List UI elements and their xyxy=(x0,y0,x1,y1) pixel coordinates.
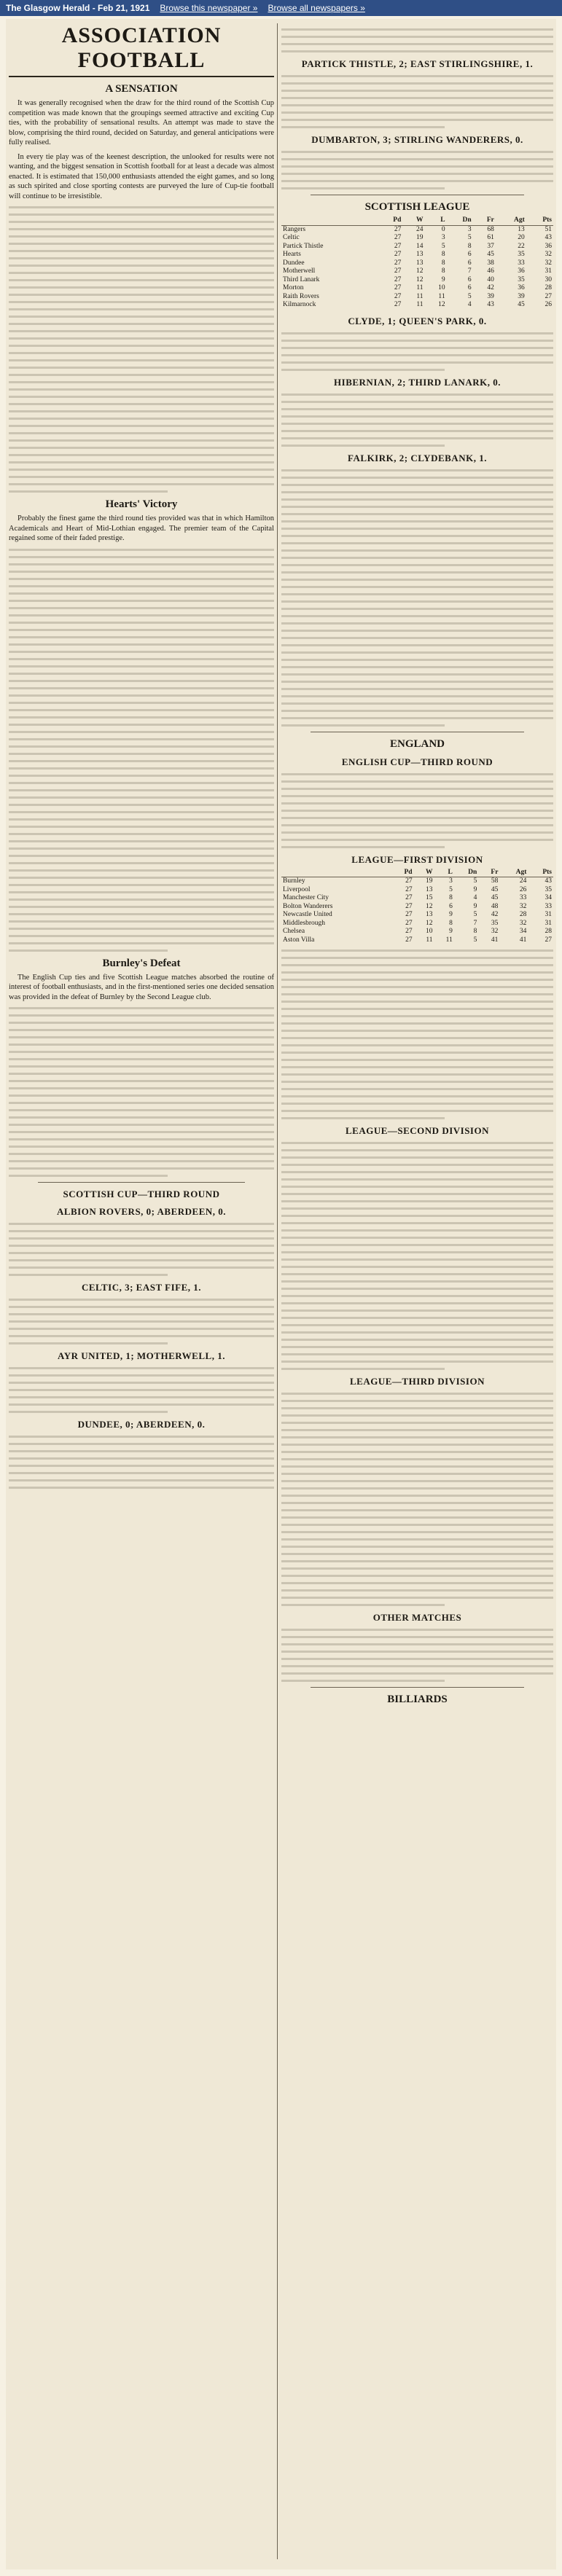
headline-england: ENGLAND xyxy=(389,737,445,750)
table-cell: 14 xyxy=(415,242,424,250)
team-name: Motherwell xyxy=(283,267,316,275)
table-cell: 8 xyxy=(449,919,453,927)
table-cell: 27 xyxy=(394,242,402,250)
headline-burnley-defeat: Burnley's Defeat xyxy=(102,957,181,969)
table-header-row xyxy=(281,216,553,225)
table-cell: 3 xyxy=(467,225,472,233)
table-cell: 26 xyxy=(545,301,552,308)
table-cell: 42 xyxy=(491,911,499,918)
table-cell: 28 xyxy=(545,928,552,935)
headline-scottish-cup: SCOTTISH CUP—THIRD ROUND xyxy=(63,1189,220,1199)
table-cell: 27 xyxy=(405,919,413,927)
table-cell: 0 xyxy=(441,225,445,233)
article-paragraph: The English Cup ties and five Scottish League matches absorbed the routine of interest of football enthusiasts, and in the first-mentioned series one decided sensation was provided in the defeat of Burnley by the Second League club. xyxy=(9,973,274,1001)
table-cell: 46 xyxy=(487,267,494,275)
column-header: Dn xyxy=(447,216,473,225)
newspaper-page xyxy=(6,19,556,2569)
table-cell: 32 xyxy=(519,919,527,927)
match-report xyxy=(281,332,553,371)
table-cell: 7 xyxy=(467,267,472,275)
table-cell: 36 xyxy=(518,284,525,291)
column-header: Pd xyxy=(378,216,403,225)
match-report xyxy=(281,394,553,447)
right-column xyxy=(281,23,553,2567)
team-name: Manchester City xyxy=(283,894,329,901)
table-cell: 13 xyxy=(426,885,433,893)
table-cell: 58 xyxy=(491,877,499,885)
table-cell: 35 xyxy=(545,885,552,893)
section-divider xyxy=(38,1182,245,1183)
table-cell: 12 xyxy=(438,301,445,308)
match-report xyxy=(281,151,553,189)
results-list xyxy=(281,1142,553,1370)
table-cell: 12 xyxy=(415,275,424,283)
table-cell: 24 xyxy=(415,225,424,233)
column-header: Pts xyxy=(528,869,553,877)
table-cell: 27 xyxy=(405,877,413,885)
table-cell: 9 xyxy=(441,275,445,283)
table-cell: 11 xyxy=(438,292,445,300)
team-name: Kilmarnock xyxy=(283,301,316,308)
team-name: Liverpool xyxy=(283,885,311,893)
table-cell: 8 xyxy=(467,242,472,250)
headline-first-division: LEAGUE—FIRST DIVISION xyxy=(351,853,483,865)
table-cell: 5 xyxy=(473,877,477,885)
column-header: Agt xyxy=(496,216,526,225)
team-name: Chelsea xyxy=(283,928,305,935)
table-cell: 27 xyxy=(394,275,402,283)
page-title: The Glasgow Herald - Feb 21, 1921 xyxy=(6,3,150,13)
team-name: Burnley xyxy=(283,877,305,885)
table-row xyxy=(281,259,553,268)
table-cell: 28 xyxy=(545,284,552,291)
table-row xyxy=(281,293,553,302)
headline-other-matches: OTHER MATCHES xyxy=(372,1612,462,1623)
table-cell: 7 xyxy=(473,919,477,927)
table-cell: 20 xyxy=(518,234,525,241)
table-cell: 32 xyxy=(545,251,552,258)
article-paragraph: In every tie play was of the keenest description, the unlooked for results were not wanting, and the biggest sensation in Scottish football for at least a decade was almost enacted. It is estimated that 150,000 enthusiasts attended the eight games, and so long as such spirited and close sporting contests are purveyed the lure of Cup-tie football will continue to be irresistible. xyxy=(9,152,274,200)
match-result: PARTICK THISTLE, 2; EAST STIRLINGSHIRE, 1. xyxy=(301,58,534,69)
headline-scottish-league: SCOTTISH LEAGUE xyxy=(364,201,470,213)
table-cell: 8 xyxy=(441,251,445,258)
table-cell: 30 xyxy=(545,275,552,283)
match-report xyxy=(9,1436,274,1489)
table-cell: 19 xyxy=(426,877,433,885)
table-cell: 27 xyxy=(405,885,413,893)
table-cell: 13 xyxy=(518,225,525,233)
table-cell: 48 xyxy=(491,902,499,910)
section-divider xyxy=(311,1687,524,1688)
table-cell: 27 xyxy=(405,894,413,901)
column-header: L xyxy=(424,216,446,225)
table-cell: 34 xyxy=(519,928,527,935)
team-name: Morton xyxy=(283,284,304,291)
results-list xyxy=(281,773,553,848)
match-result: ALBION ROVERS, 0; ABERDEEN, 0. xyxy=(56,1206,227,1217)
table-cell: 45 xyxy=(491,885,499,893)
match-report xyxy=(9,1367,274,1413)
table-cell: 6 xyxy=(467,284,472,291)
table-cell: 42 xyxy=(487,284,494,291)
table-cell: 41 xyxy=(519,936,527,944)
table-cell: 5 xyxy=(473,911,477,918)
team-name: Aston Villa xyxy=(283,936,315,944)
column-header: Dn xyxy=(454,869,479,877)
table-cell: 5 xyxy=(467,292,472,300)
table-cell: 31 xyxy=(545,919,552,927)
table-row xyxy=(281,936,553,945)
team-name: Newcastle United xyxy=(283,911,332,918)
team-name: Bolton Wanderers xyxy=(283,902,333,910)
table-cell: 31 xyxy=(545,911,552,918)
match-result: DUMBARTON, 3; STIRLING WANDERERS, 0. xyxy=(311,134,523,145)
column-header: Pts xyxy=(526,216,553,225)
table-cell: 13 xyxy=(426,911,433,918)
table-row xyxy=(281,267,553,276)
table-cell: 27 xyxy=(405,936,413,944)
table-cell: 27 xyxy=(394,301,402,308)
table-cell: 35 xyxy=(518,275,525,283)
table-cell: 11 xyxy=(416,301,424,308)
table-cell: 45 xyxy=(487,251,494,258)
table-cell: 27 xyxy=(394,292,402,300)
table-cell: 10 xyxy=(426,928,433,935)
table-row xyxy=(281,894,553,903)
team-name: Dundee xyxy=(283,259,305,267)
browse-this-newspaper-link[interactable]: Browse this newspaper » xyxy=(160,3,258,13)
column-header: Fr xyxy=(478,869,499,877)
table-cell: 12 xyxy=(426,919,433,927)
table-cell: 32 xyxy=(491,928,499,935)
table-cell: 15 xyxy=(426,894,433,901)
left-column xyxy=(9,23,274,2567)
table-cell: 27 xyxy=(545,292,552,300)
table-cell: 31 xyxy=(545,267,552,275)
table-cell: 43 xyxy=(545,877,552,885)
table-cell: 12 xyxy=(426,902,433,910)
table-cell: 27 xyxy=(394,234,402,241)
table-row xyxy=(281,225,553,234)
table-cell: 6 xyxy=(467,259,472,267)
match-result: CLYDE, 1; QUEEN'S PARK, 0. xyxy=(348,315,487,326)
table-cell: 6 xyxy=(449,902,453,910)
column-header xyxy=(281,869,391,877)
column-header: W xyxy=(402,216,424,225)
table-cell: 27 xyxy=(405,902,413,910)
table-cell: 33 xyxy=(545,902,552,910)
results-list xyxy=(281,950,553,1119)
team-name: Third Lanark xyxy=(283,275,320,283)
match-result: AYR UNITED, 1; MOTHERWELL, 1. xyxy=(58,1350,225,1361)
team-name: Partick Thistle xyxy=(283,242,324,250)
table-cell: 8 xyxy=(441,267,445,275)
match-result: DUNDEE, 0; ABERDEEN, 0. xyxy=(77,1419,206,1430)
top-navigation-bar xyxy=(0,0,562,16)
column-header: Pd xyxy=(391,869,413,877)
table-cell: 27 xyxy=(405,911,413,918)
table-cell: 27 xyxy=(394,251,402,258)
match-result: HIBERNIAN, 2; THIRD LANARK, 0. xyxy=(334,376,501,388)
table-cell: 11 xyxy=(416,292,424,300)
table-cell: 33 xyxy=(518,259,525,267)
first-division-table xyxy=(281,869,553,945)
table-cell: 8 xyxy=(441,259,445,267)
table-cell: 9 xyxy=(473,902,477,910)
headline-second-division: LEAGUE—SECOND DIVISION xyxy=(345,1125,489,1136)
table-cell: 27 xyxy=(405,928,413,935)
table-cell: 39 xyxy=(487,292,494,300)
scottish-league-table xyxy=(281,216,553,310)
headline-third-division: LEAGUE—THIRD DIVISION xyxy=(350,1376,485,1387)
table-cell: 5 xyxy=(441,242,445,250)
browse-all-newspapers-link[interactable]: Browse all newspapers » xyxy=(268,3,365,13)
text-body xyxy=(9,206,274,493)
column-header: Agt xyxy=(499,869,528,877)
table-cell: 5 xyxy=(467,234,472,241)
match-report xyxy=(281,469,553,727)
table-cell: 8 xyxy=(473,928,477,935)
table-cell: 24 xyxy=(519,877,527,885)
table-cell: 36 xyxy=(545,242,552,250)
table-cell: 39 xyxy=(518,292,525,300)
table-cell: 11 xyxy=(416,284,424,291)
table-cell: 27 xyxy=(545,936,552,944)
headline-english-cup: ENGLISH CUP—THIRD ROUND xyxy=(341,756,493,767)
table-cell: 5 xyxy=(473,936,477,944)
column-rule xyxy=(277,23,278,2559)
table-cell: 33 xyxy=(519,894,527,901)
table-row xyxy=(281,886,553,895)
table-cell: 22 xyxy=(518,242,525,250)
table-row xyxy=(281,234,553,243)
table-cell: 13 xyxy=(415,251,424,258)
table-cell: 41 xyxy=(491,936,499,944)
table-cell: 45 xyxy=(518,301,525,308)
team-name: Hearts xyxy=(283,251,301,258)
table-cell: 13 xyxy=(415,259,424,267)
table-cell: 4 xyxy=(473,894,477,901)
table-cell: 4 xyxy=(467,301,472,308)
match-result: FALKIRK, 2; CLYDEBANK, 1. xyxy=(348,452,487,463)
table-cell: 12 xyxy=(415,267,424,275)
table-cell: 5 xyxy=(449,885,453,893)
table-row xyxy=(281,928,553,936)
table-cell: 40 xyxy=(487,275,494,283)
table-cell: 35 xyxy=(518,251,525,258)
table-row xyxy=(281,251,553,259)
match-report xyxy=(9,1223,274,1276)
table-cell: 6 xyxy=(467,275,472,283)
column-header: W xyxy=(414,869,434,877)
table-row xyxy=(281,301,553,310)
team-name: Rangers xyxy=(283,225,306,233)
table-row xyxy=(281,276,553,285)
table-cell: 37 xyxy=(487,242,494,250)
table-row xyxy=(281,911,553,920)
results-list xyxy=(281,1629,553,1682)
table-cell: 8 xyxy=(449,894,453,901)
table-cell: 26 xyxy=(519,885,527,893)
table-cell: 68 xyxy=(487,225,494,233)
match-report xyxy=(9,1299,274,1344)
table-header-row xyxy=(281,869,553,877)
team-name: Middlesbrough xyxy=(283,919,326,927)
table-cell: 43 xyxy=(487,301,494,308)
table-cell: 27 xyxy=(394,259,402,267)
table-cell: 36 xyxy=(518,267,525,275)
table-cell: 35 xyxy=(491,919,499,927)
table-cell: 61 xyxy=(487,234,494,241)
table-body xyxy=(281,225,553,310)
table-cell: 43 xyxy=(545,234,552,241)
table-row xyxy=(281,243,553,251)
table-cell: 9 xyxy=(473,885,477,893)
table-row xyxy=(281,877,553,886)
text-body xyxy=(9,1007,274,1177)
table-cell: 51 xyxy=(545,225,552,233)
table-cell: 27 xyxy=(394,225,402,233)
results-list xyxy=(281,1393,553,1606)
match-result: CELTIC, 3; EAST FIFE, 1. xyxy=(81,1282,202,1293)
table-row xyxy=(281,903,553,912)
table-cell: 45 xyxy=(491,894,499,901)
table-cell: 27 xyxy=(394,267,402,275)
article-paragraph: Probably the finest game the third round ties provided was that in which Hamilton Academicals and Heart of Mid-Lothian engaged. The premier team of the Capital regained some of their faded prestige. xyxy=(9,514,274,542)
table-row xyxy=(281,284,553,293)
table-cell: 11 xyxy=(426,936,433,944)
table-cell: 28 xyxy=(519,911,527,918)
text-body xyxy=(9,549,274,952)
table-cell: 38 xyxy=(487,259,494,267)
table-cell: 9 xyxy=(449,911,453,918)
article-paragraph: It was generally recognised when the draw for the third round of the Scottish Cup competition was made known that the groupings seemed attractive and exciting Cup ties, with the probability of sensational results. An attempt was made to stave the blow, comprising the third round, decided on Saturday, and general anticipations were fully realised. xyxy=(9,99,274,146)
match-report xyxy=(281,28,553,52)
team-name: Raith Rovers xyxy=(283,292,319,300)
table-cell: 19 xyxy=(415,234,424,241)
table-cell: 11 xyxy=(445,936,453,944)
table-row xyxy=(281,920,553,928)
table-cell: 9 xyxy=(449,928,453,935)
table-cell: 6 xyxy=(467,251,472,258)
team-name: Celtic xyxy=(283,234,300,241)
table-cell: 3 xyxy=(441,234,445,241)
column-header xyxy=(281,216,378,225)
headline-sensation: A SENSATION xyxy=(105,83,178,95)
table-cell: 27 xyxy=(394,284,402,291)
table-cell: 32 xyxy=(545,259,552,267)
column-header: Fr xyxy=(473,216,496,225)
table-body xyxy=(281,877,553,945)
headline-billiards: BILLIARDS xyxy=(387,1694,448,1705)
headline-hearts-victory: Hearts' Victory xyxy=(105,498,178,510)
column-header: L xyxy=(434,869,454,877)
section-masthead: ASSOCIATION FOOTBALL xyxy=(9,23,274,77)
table-cell: 34 xyxy=(545,894,552,901)
table-cell: 10 xyxy=(438,284,445,291)
table-cell: 32 xyxy=(519,902,527,910)
table-cell: 3 xyxy=(449,877,453,885)
match-report xyxy=(281,75,553,128)
